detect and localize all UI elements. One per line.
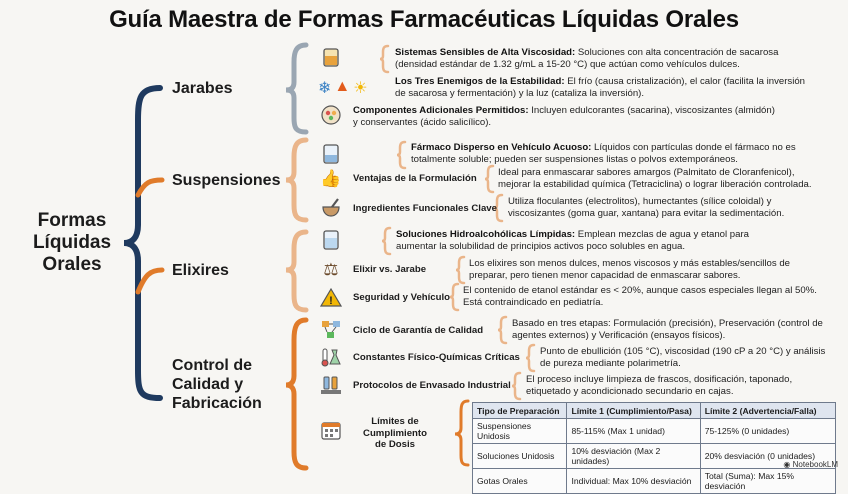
brand-label: NotebookLM xyxy=(792,460,838,469)
table-row xyxy=(473,419,836,444)
limits-table xyxy=(472,402,836,494)
control-limites-label: Límites de Cumplimiento de Dosis xyxy=(363,416,427,450)
ingredients-bowl-icon xyxy=(320,104,342,126)
category-elixires: Elixires xyxy=(172,262,229,279)
table-header: Tipo de Preparación xyxy=(473,403,567,419)
table-row xyxy=(473,469,836,494)
table-header-row xyxy=(473,403,836,419)
thumbs-up-icon: 👍 xyxy=(320,169,342,188)
elixir-glass-icon xyxy=(320,229,342,251)
suspension-glass-icon xyxy=(320,143,342,165)
suspensiones-ingredientes-label: Ingredientes Funcionales Clave xyxy=(353,203,497,214)
table-cell: Soluciones Unidosis xyxy=(473,444,567,469)
control-protocolos-text: El proceso incluye limpieza de frascos, dosificación, taponado, etiquetado y acondicionado secundario en cajas. xyxy=(526,374,793,397)
elixires-seguridad-text: El contenido de etanol estándar es < 20%, aunque casos especiales llegan al 50%. Está contraindicado en pediatría. xyxy=(463,285,817,308)
elixires-seguridad-label: Seguridad y Vehículo xyxy=(353,292,451,303)
table-row xyxy=(473,444,836,469)
suspensiones-ingredientes-text: Utiliza floculantes (electrolitos), humectantes (sílice coloidal) y viscosizantes (goma guar, xantana) para evitar la sedimentación. xyxy=(508,196,785,219)
suspensiones-farmaco-text: Fármaco Disperso en Vehículo Acuoso: Líquidos con partículas donde el fármaco no es totalmente soluble; pueden ser suspensiones listas o polvos extemporáneos. xyxy=(411,142,796,165)
brand-watermark xyxy=(783,460,838,469)
notebooklm-logo-icon: ◉ xyxy=(783,460,791,469)
elixires-hidro-text: Soluciones Hidroalcohólicas Límpidas: Emplean mezclas de agua y etanol para aumentar la solubilidad de principios activos poco solubles en agua. xyxy=(396,229,749,252)
category-jarabes: Jarabes xyxy=(172,80,233,97)
thermometer-flask-icon xyxy=(320,346,342,368)
control-protocolos-label: Protocolos de Envasado Industrial xyxy=(353,380,511,391)
jarabes-enemigos-text: Los Tres Enemigos de la Estabilidad: El frío (causa cristalización), el calor (facilita la inversión de sacarosa y fermentación) y la luz (cataliza la inversión). xyxy=(395,76,806,99)
mortar-pestle-icon xyxy=(320,196,342,218)
calendar-icon xyxy=(320,419,342,441)
page-title: Guía Maestra de Formas Farmacéuticas Líquidas Orales xyxy=(109,6,739,33)
elixires-vs-text: Los elixires son menos dulces, menos viscosos y más estables/sencillos de preparar, pero tienen menor capacidad de enmascarar sabores. xyxy=(469,258,791,281)
table-cell: 75-125% (0 unidades) xyxy=(700,419,835,444)
table-cell: Individual: Max 10% desviación xyxy=(567,469,700,494)
control-constantes-label: Constantes Físico-Químicas Críticas xyxy=(353,352,520,363)
table-cell: Suspensiones Unidosis xyxy=(473,419,567,444)
process-cycle-icon xyxy=(320,318,342,340)
sun-icon: ☀ xyxy=(353,80,368,97)
svg-text:!: ! xyxy=(329,295,333,307)
suspensiones-ventajas-label: Ventajas de la Formulación xyxy=(353,173,477,184)
control-constantes-text: Punto de ebullición (105 °C), viscosidad (190 cP a 20 °C) y análisis de pureza mediante polarimetría. xyxy=(540,346,826,369)
root-node: Formas Líquidas Orales xyxy=(32,210,112,275)
table-cell: Gotas Orales xyxy=(473,469,567,494)
table-cell: 20% desviación (0 unidades) xyxy=(700,444,835,469)
jarabes-viscosidad-text: Sistemas Sensibles de Alta Viscosidad: Soluciones con alta concentración de sacarosa (densidad estándar de 1.32 g/mL a 15-20 °C) que actúan como vehículos dulces. xyxy=(395,47,779,70)
table-cell: 85-115% (Max 1 unidad) xyxy=(567,419,700,444)
table-header: Límite 1 (Cumplimiento/Pasa) xyxy=(567,403,700,419)
table-cell: 10% desviación (Max 2 unidades) xyxy=(567,444,700,469)
suspensiones-ventajas-text: Ideal para enmascarar sabores amargos (Palmitato de Cloranfenicol), mejorar la estabilidad química (Tetraciclina) o lograr liberación controlada. xyxy=(498,167,812,190)
category-control: Control de Calidad y Fabricación xyxy=(172,357,262,412)
balance-scale-icon: ⚖ xyxy=(323,260,339,279)
packaging-line-icon xyxy=(320,374,342,396)
warning-icon xyxy=(320,286,342,308)
jarabes-componentes-text: Componentes Adicionales Permitidos: Incluyen edulcorantes (sacarina), viscosizantes (almidón) y conservantes (ácido salicílico). xyxy=(353,105,775,128)
control-ciclo-label: Ciclo de Garantía de Calidad xyxy=(353,325,484,336)
fire-icon: ▲ xyxy=(334,78,351,95)
category-suspensiones: Suspensiones xyxy=(172,172,281,189)
snowflake-icon: ❄ xyxy=(318,80,332,97)
table-cell: Total (Suma): Max 15% desviación xyxy=(700,469,835,494)
stability-icons xyxy=(318,78,386,98)
beaker-icon xyxy=(320,46,342,68)
table-header: Límite 2 (Advertencia/Falla) xyxy=(700,403,835,419)
elixires-vs-label: Elixir vs. Jarabe xyxy=(353,264,427,275)
control-ciclo-text: Basado en tres etapas: Formulación (precisión), Preservación (control de agentes externos) y Verificación (ensayos físicos). xyxy=(512,318,823,341)
